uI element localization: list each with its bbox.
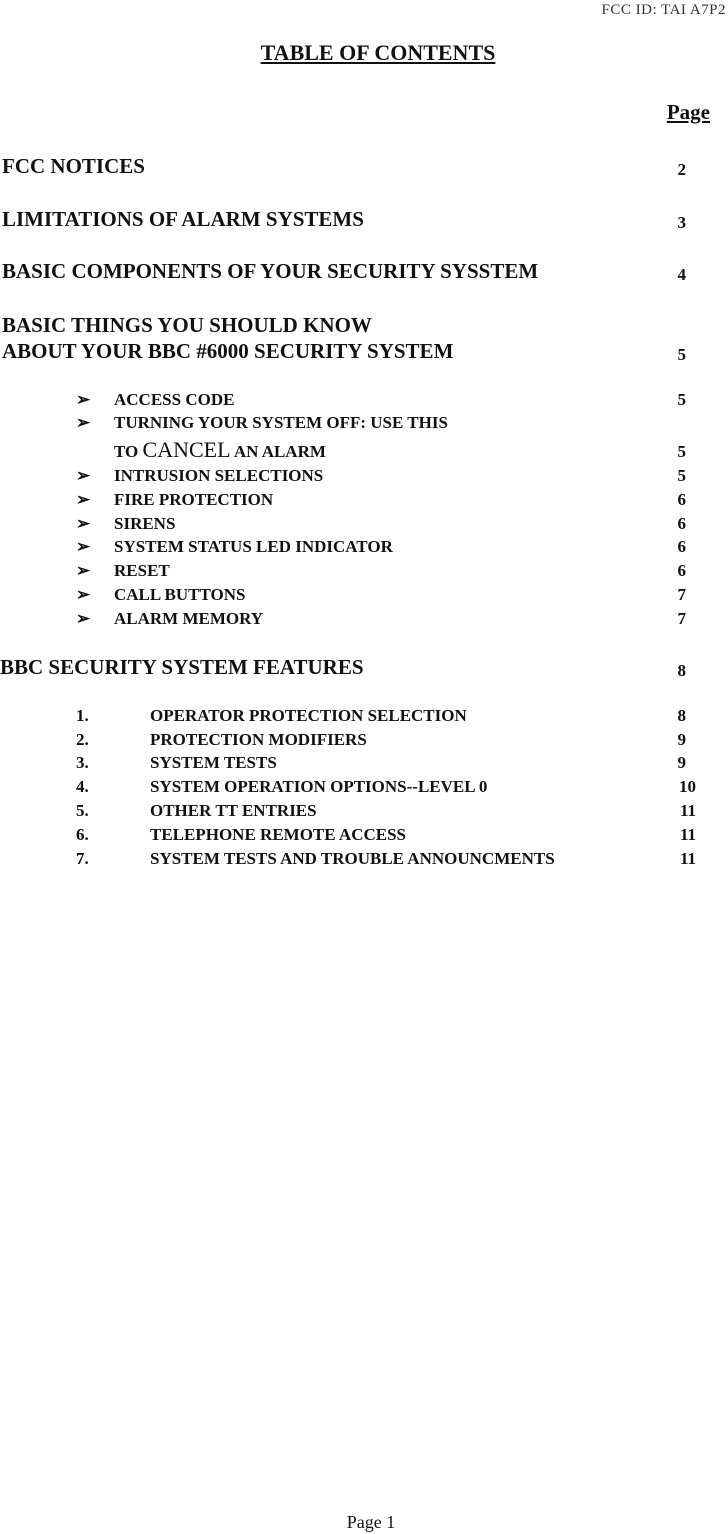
- toc-subentry: TURNING YOUR SYSTEM OFF: USE THIS: [114, 413, 448, 432]
- toc-page-bbc-features: 8: [677, 661, 686, 680]
- toc-feature-entry: PROTECTION MODIFIERS: [150, 730, 367, 749]
- toc-feature-page: 11: [679, 849, 696, 868]
- toc-feature-page: 8: [677, 706, 686, 725]
- toc-feature-entry: OPERATOR PROTECTION SELECTION: [150, 706, 467, 725]
- toc-subentry-part: TO: [114, 442, 143, 461]
- toc-subentry: RESET: [114, 561, 170, 580]
- toc-subentry: CALL BUTTONS: [114, 585, 246, 604]
- page-column-header: Page: [666, 100, 710, 124]
- bullet-arrow-icon: ➢: [76, 413, 91, 432]
- toc-subentry-page: 7: [677, 609, 686, 628]
- page-footer-number: Page 1: [346, 1512, 396, 1532]
- toc-feature-page: 9: [677, 753, 686, 772]
- toc-feature-number: 1.: [76, 706, 89, 725]
- toc-subentry-page: 6: [677, 514, 686, 533]
- toc-feature-number: 6.: [76, 825, 89, 844]
- toc-feature-entry: SYSTEM TESTS: [150, 753, 277, 772]
- toc-entry-bbc-features: BBC SECURITY SYSTEM FEATURES: [0, 655, 364, 679]
- fcc-id-label: FCC ID: TAI A7P2: [601, 2, 726, 18]
- toc-entry-basic-components: BASIC COMPONENTS OF YOUR SECURITY SYSSTEM: [2, 259, 539, 283]
- toc-feature-number: 2.: [76, 730, 89, 749]
- bullet-arrow-icon: ➢: [76, 609, 91, 628]
- toc-feature-number: 5.: [76, 801, 89, 820]
- bullet-arrow-icon: ➢: [76, 585, 91, 604]
- toc-subentry: ALARM MEMORY: [114, 609, 264, 628]
- toc-feature-number: 3.: [76, 753, 89, 772]
- toc-page-fcc-notices: 2: [677, 160, 686, 179]
- toc-feature-entry: OTHER TT ENTRIES: [150, 801, 317, 820]
- toc-page-basic-components: 4: [677, 265, 686, 284]
- toc-subentry: ACCESS CODE: [114, 390, 235, 409]
- toc-subentry-part: AN ALARM: [230, 442, 326, 461]
- toc-subentry-page: 5: [677, 442, 686, 461]
- toc-feature-entry: TELEPHONE REMOTE ACCESS: [150, 825, 407, 844]
- toc-feature-number: 4.: [76, 777, 89, 796]
- toc-entry-limitations: LIMITATIONS OF ALARM SYSTEMS: [2, 207, 364, 231]
- toc-subentry: SIRENS: [114, 514, 176, 533]
- bullet-arrow-icon: ➢: [76, 390, 91, 409]
- toc-page-limitations: 3: [677, 213, 686, 232]
- toc-feature-entry: SYSTEM TESTS AND TROUBLE ANNOUNCMENTS: [150, 849, 555, 868]
- bullet-arrow-icon: ➢: [76, 490, 91, 509]
- bullet-arrow-icon: ➢: [76, 537, 91, 556]
- toc-feature-number: 7.: [76, 849, 89, 868]
- toc-subentry-page: 6: [677, 490, 686, 509]
- toc-subentry-page: 6: [677, 537, 686, 556]
- toc-feature-page: 10: [679, 777, 696, 796]
- toc-subentry-continued: [114, 437, 326, 463]
- toc-subentry: INTRUSION SELECTIONS: [114, 466, 324, 485]
- toc-feature-entry: SYSTEM OPERATION OPTIONS--LEVEL 0: [150, 777, 488, 796]
- toc-subentry-page: 5: [677, 466, 686, 485]
- toc-page-basic-things: 5: [677, 345, 686, 364]
- page-title: TABLE OF CONTENTS: [260, 40, 496, 65]
- toc-subentry-page: 7: [677, 585, 686, 604]
- toc-subentry-page: 6: [677, 561, 686, 580]
- toc-subentry-page: 5: [677, 390, 686, 409]
- toc-subentry: FIRE PROTECTION: [114, 490, 274, 509]
- bullet-arrow-icon: ➢: [76, 561, 91, 580]
- bullet-arrow-icon: ➢: [76, 466, 91, 485]
- toc-entry-fcc-notices: FCC NOTICES: [2, 154, 145, 178]
- toc-subentry: SYSTEM STATUS LED INDICATOR: [114, 537, 393, 556]
- toc-feature-page: 9: [677, 730, 686, 749]
- toc-subentry-part: CANCEL: [142, 437, 231, 462]
- toc-feature-page: 11: [679, 825, 696, 844]
- toc-entry-basic-things-line1: BASIC THINGS YOU SHOULD KNOW: [2, 313, 372, 337]
- toc-entry-basic-things-line2: ABOUT YOUR BBC #6000 SECURITY SYSTEM: [2, 339, 454, 363]
- bullet-arrow-icon: ➢: [76, 514, 91, 533]
- toc-feature-page: 11: [679, 801, 696, 820]
